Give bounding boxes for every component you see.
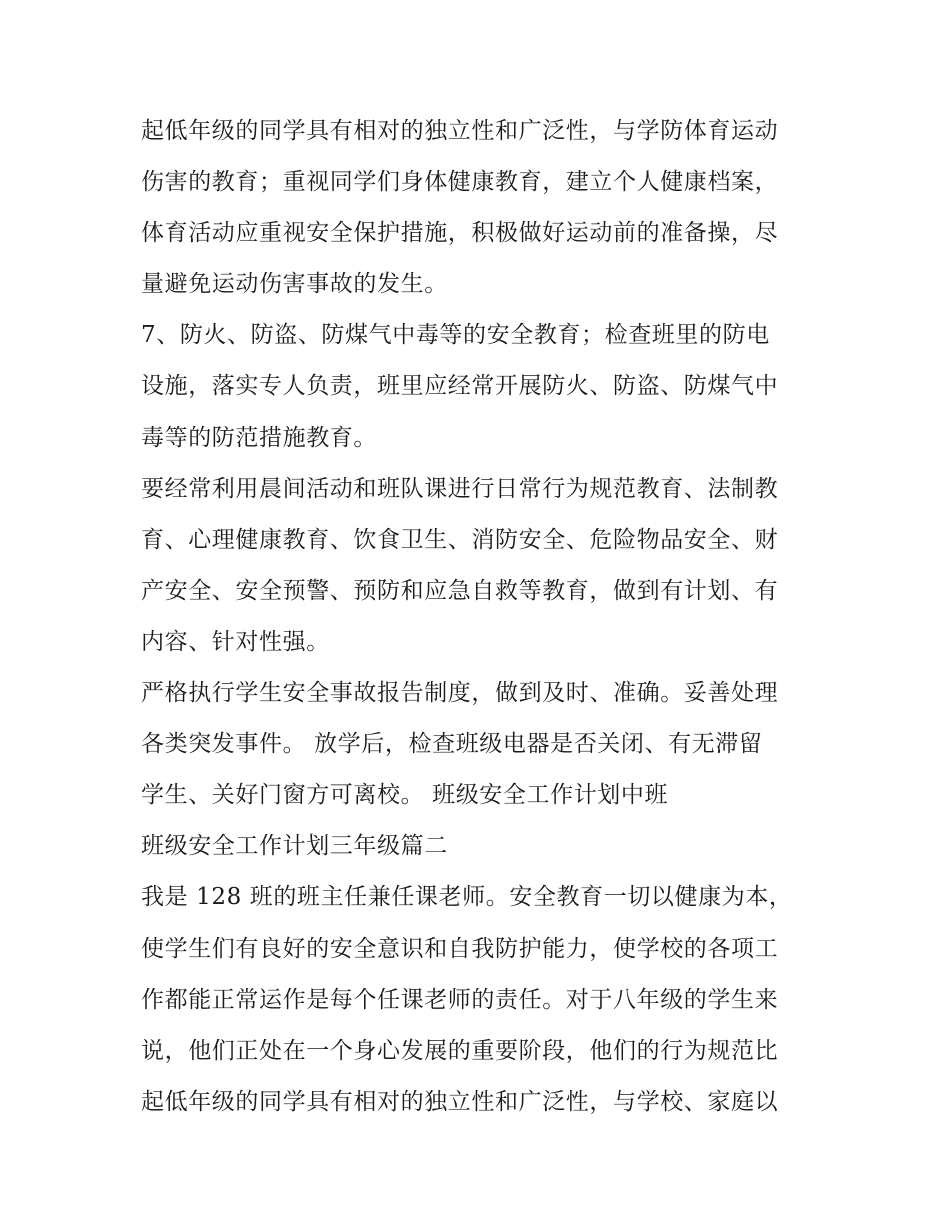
text-line: 要经常利用晨间活动和班队课进行日常行为规范教育、法制教 — [141, 475, 779, 502]
text-line: 7、防火、防盗、防煤气中毒等的安全教育；检查班里的防电 — [141, 322, 770, 349]
text-line: 量避免运动伤害事故的发生。 — [141, 271, 448, 298]
text-line: 产安全、安全预警、预防和应急自救等教育，做到有计划、有 — [141, 577, 779, 604]
text-line: 各类突发事件。 放学后，检查班级电器是否关闭、有无滞留 — [141, 731, 763, 758]
text-line: 设施，落实专人负责，班里应经常开展防火、防盗、防煤气中 — [141, 373, 779, 400]
text-line: 毒等的防范措施教育。 — [141, 424, 377, 451]
text-line: 伤害的教育；重视同学们身体健康教育，建立个人健康档案， — [141, 169, 779, 196]
text-line: 起低年级的同学具有相对的独立性和广泛性，与学校、家庭以 — [141, 1088, 779, 1115]
text-line: 作都能正常运作是每个任课老师的责任。对于八年级的学生来 — [141, 986, 779, 1013]
text-line: 严格执行学生安全事故报告制度，做到及时、准确。妥善处理 — [141, 680, 779, 707]
text-line: 育、心理健康教育、饮食卫生、消防安全、危险物品安全、财 — [141, 526, 779, 553]
text-line: 使学生们有良好的安全意识和自我防护能力，使学校的各项工 — [141, 935, 779, 962]
text-line: 起低年级的同学具有相对的独立性和广泛性，与学防体育运动 — [141, 118, 779, 144]
text-line: 我是 128 班的班主任兼任课老师。安全教育一切以健康为本， — [141, 884, 793, 911]
text-line: 体育活动应重视安全保护措施，积极做好运动前的准备操，尽 — [141, 220, 779, 247]
text-line: 说，他们正处在一个身心发展的重要阶段，他们的行为规范比 — [141, 1037, 779, 1064]
text-line: 内容、针对性强。 — [141, 628, 330, 655]
section-heading: 班级安全工作计划三年级篇二 — [141, 833, 448, 860]
body-text — [141, 106, 821, 1128]
text-line: 学生、关好门窗方可离校。 班级安全工作计划中班 — [141, 782, 669, 809]
